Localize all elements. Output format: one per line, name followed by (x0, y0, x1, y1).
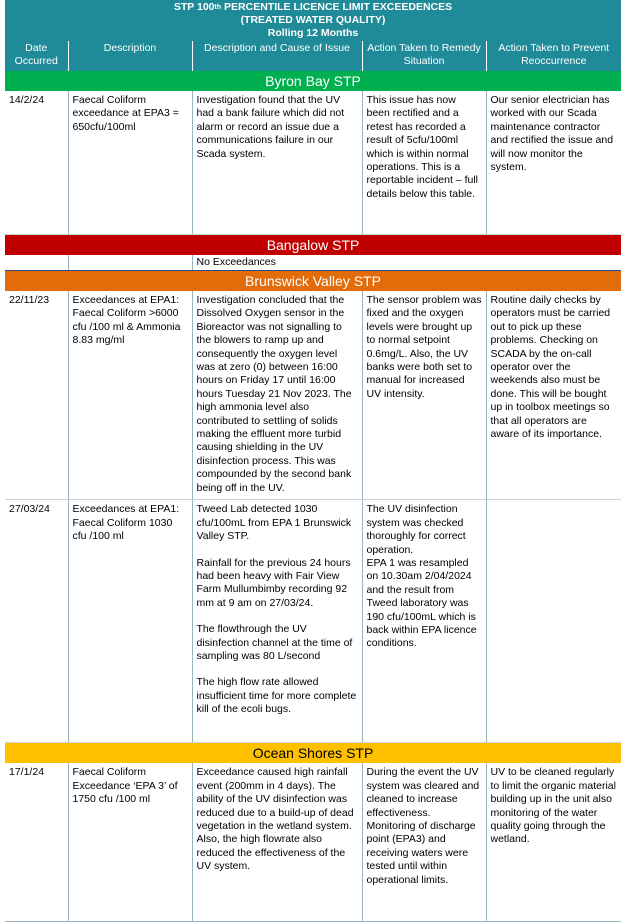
column-header-row (5, 41, 621, 71)
cell-cause (192, 500, 362, 743)
no-exceedances-text: No Exceedances (192, 255, 621, 271)
cell-prevent: Our senior electrician has worked with our Scada maintenance contractor and rectified the issue and will now monitor the system. (486, 91, 621, 234)
cell-action (362, 500, 486, 743)
col-header-cause: Description and Cause of Issue (192, 41, 362, 71)
exceedance-report (5, 0, 621, 922)
cell-date: 22/11/23 (5, 291, 68, 500)
col-header-date: Date Occurred (5, 41, 68, 71)
title-line-2: (TREATED WATER QUALITY) (240, 14, 386, 26)
cell-cause: Investigation found that the UV had a bank failure which did not alarm or record an issue due a communications failure in our Scada system. (192, 91, 362, 234)
report-title (5, 0, 621, 41)
col-header-description: Description (68, 41, 192, 71)
col-header-prevent: Action Taken to Prevent Reoccurrence (486, 41, 621, 71)
table-row (5, 291, 621, 500)
section-title: Byron Bay STP (5, 71, 621, 91)
cell-action: The sensor problem was fixed and the oxygen levels were brought up to normal setpoint 0.6mg/L. Also, the UV banks were both set to manual for increased UV intensity. (362, 291, 486, 500)
table-row (5, 91, 621, 234)
section-header-brunswick (5, 270, 621, 291)
cell-prevent (486, 500, 621, 743)
cell-prevent: UV to be cleaned regularly to limit the organic material building up in the unit also monitoring of the water quality going through the wetland. (486, 763, 621, 921)
section-header-byron (5, 71, 621, 91)
cell-action: During the event the UV system was cleared and cleaned to increase effectiveness. Monitoring of discharge point (EPA3) and receiving waters were tested until within operational limits. (362, 763, 486, 921)
section-header-bangalow (5, 234, 621, 255)
section-title: Bangalow STP (5, 234, 621, 255)
cause-paragraph: Tweed Lab detected 1030 cfu/100mL from EPA 1 Brunswick Valley STP. (196, 503, 352, 543)
cell-description: Faecal Coliform exceedance at EPA3 = 650cfu/100ml (68, 91, 192, 234)
cell-date (5, 255, 68, 271)
section-title: Brunswick Valley STP (5, 270, 621, 291)
section-title: Ocean Shores STP (5, 743, 621, 764)
section-header-ocean (5, 743, 621, 764)
title-line-1: STP 100th PERCENTILE LICENCE LIMIT EXCEEDENCES (173, 1, 453, 13)
cell-description: Exceedances at EPA1: Faecal Coliform >6000 cfu /100 ml & Ammonia 8.83 mg/ml (68, 291, 192, 500)
table-row (5, 500, 621, 743)
cell-description: Exceedances at EPA1: Faecal Coliform 1030 cfu /100 ml (68, 500, 192, 743)
cell-cause: Exceedance caused high rainfall event (200mm in 4 days). The ability of the UV disinfection was reduced due to a build-up of dead vegetation in the wetland system. Also, the high flowrate also reduced the effectiveness of the UV system. (192, 763, 362, 921)
action-paragraph: The UV disinfection system was checked thoroughly for correct operation. (366, 503, 466, 556)
cause-paragraph: The high flow rate allowed insufficient time for more complete kill of the ecoli bugs. (196, 676, 357, 716)
cell-description: Faecal Coliform Exceedance ‘EPA 3’ of 1750 cfu /100 ml (68, 763, 192, 921)
cell-date: 27/03/24 (5, 500, 68, 743)
title-line-3: Rolling 12 Months (267, 27, 359, 39)
cell-cause: Investigation concluded that the Dissolved Oxygen sensor in the Bioreactor was not signalling to the blowers to ramp up and consequently the oxygen level was at zero (0) between 16:00 hours on Friday 17 until 16:00 hours Tuesday 21 Nov 2023. The high ammonia level also contributed to settling of solids making the effluent more turbid causing shielding in the UV disinfection process. This was compounded by the second bank being off in the UV. (192, 291, 362, 500)
cell-date: 17/1/24 (9, 766, 45, 779)
cause-paragraph: Rainfall for the previous 24 hours had been heavy with Fair View Farm Mullumbimby recording 92 mm at 9 am on 27/03/24. (196, 556, 351, 609)
cell-description (68, 255, 192, 271)
cell-prevent: Routine daily checks by operators must be carried out to pick up these problems. Checking on SCADA by the on-call operator over the weekends also must be done. This will be bought up in toolbox meetings so that all operators are aware of its importance. (486, 291, 621, 500)
action-paragraph: EPA 1 was resampled on 10.30am 2/04/2024 and the result from Tweed laboratory was 190 cfu/100mL which is back within EPA licence conditions. (366, 557, 477, 650)
cell-action: This issue has now been rectified and a retest has recorded a result of 5cfu/100ml which is within normal operations. This is a reportable incident – full details below this table. (362, 91, 486, 234)
table-row (5, 763, 621, 921)
table-row (5, 255, 621, 271)
col-header-action: Action Taken to Remedy Situation (362, 41, 486, 71)
exceedance-table (5, 41, 621, 922)
cause-paragraph: The flowthrough the UV disinfection channel at the time of sampling was 80 L/second (196, 623, 353, 663)
cell-date: 14/2/24 (5, 91, 68, 234)
